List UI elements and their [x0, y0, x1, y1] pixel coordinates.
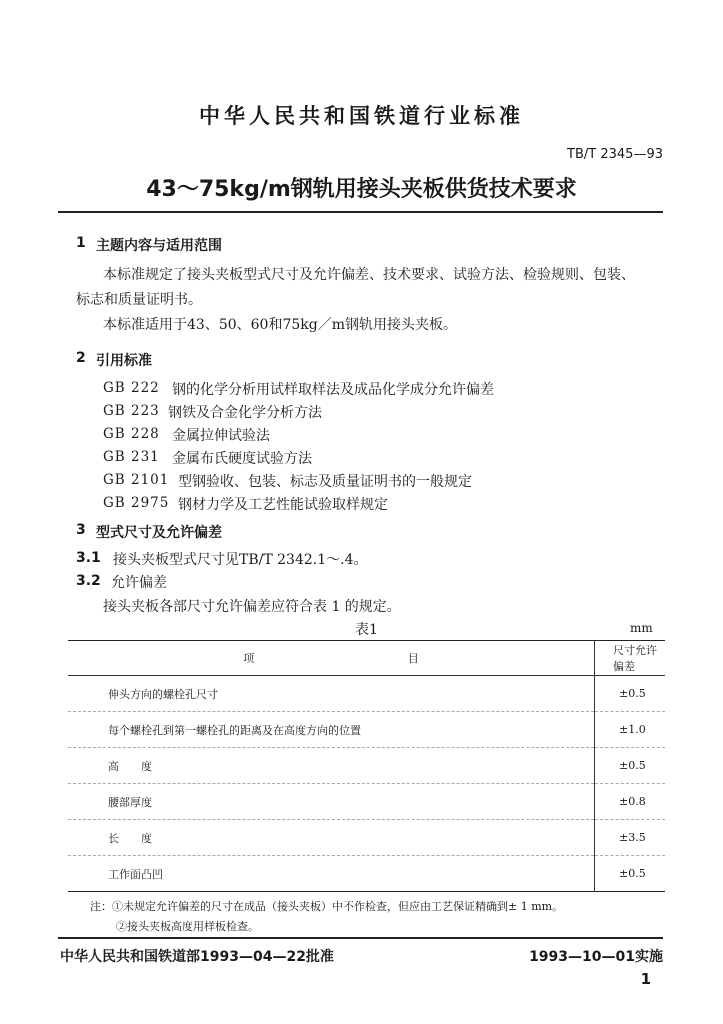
- ref-title: 金属拉伸试验法: [172, 428, 270, 444]
- table-note-1: 注：①未规定允许偏差的尺寸在成品（接头夹板）中不作检查，但应由工艺保证精确到± 1 mm。: [90, 900, 564, 913]
- section-2-number: 2: [76, 350, 86, 366]
- ref-code: GB 2101: [103, 472, 170, 488]
- section-3-1-number: 3.1: [76, 550, 101, 566]
- footer-divider: [58, 937, 663, 939]
- section-3-2-heading: 允许偏差: [111, 575, 167, 591]
- table-row: [68, 820, 665, 856]
- section-3-number: 3: [76, 522, 86, 538]
- ref-code: GB 222: [103, 380, 160, 396]
- tolerance-cell: ±0.5: [595, 676, 666, 712]
- header-tolerance-cell: 尺寸允许偏差: [595, 641, 666, 676]
- section-3-2-number: 3.2: [76, 573, 101, 589]
- section-2-heading: 引用标准: [96, 353, 152, 369]
- table-row: [68, 784, 665, 820]
- section-1-para-1-line-2: 标志和质量证明书。: [76, 292, 202, 308]
- item-cell: 腰部厚度: [68, 784, 595, 820]
- item-cell: 工作面凸凹: [68, 856, 595, 892]
- page-number: 1: [640, 970, 651, 988]
- item-cell: 伸头方向的螺栓孔尺寸: [68, 676, 595, 712]
- table-row: [68, 748, 665, 784]
- item-cell: 每个螺栓孔到第一螺栓孔的距离及在高度方向的位置: [68, 712, 595, 748]
- item-cell: 长 度: [68, 820, 595, 856]
- section-1-heading: 主题内容与适用范围: [96, 238, 222, 254]
- table-header-row: [68, 641, 665, 676]
- section-3-1-text: 接头夹板型式尺寸见TB/T 2342.1～.4。: [113, 552, 368, 568]
- header-item-cell: [68, 641, 595, 676]
- ref-code: GB 223: [103, 403, 160, 419]
- tolerance-cell: ±0.5: [619, 867, 646, 880]
- ref-code: GB 231: [103, 449, 160, 465]
- table-row: [68, 712, 665, 748]
- item-cell: 高 度: [68, 748, 595, 784]
- approval-line: 中华人民共和国铁道部1993—04—22批准: [60, 949, 334, 965]
- standard-code: TB/T 2345—93: [567, 147, 663, 162]
- effective-date: 1993—10—01实施: [529, 949, 663, 965]
- section-1-para-1-line-1: 本标准规定了接头夹板型式尺寸及允许偏差、技术要求、试验方法、检验规则、包装、: [103, 267, 635, 283]
- table-note-2: ②接头夹板高度用样板检查。: [116, 920, 259, 933]
- header-item-left: 项: [243, 652, 255, 665]
- ref-title: 钢铁及合金化学分析方法: [168, 405, 322, 421]
- ref-code: GB 2975: [103, 495, 170, 511]
- ref-title: 金属布氏硬度试验方法: [172, 451, 312, 467]
- table-row: [68, 676, 665, 712]
- section-3-heading: 型式尺寸及允许偏差: [96, 525, 222, 541]
- ref-title: 钢材力学及工艺性能试验取样规定: [178, 497, 388, 513]
- section-1-number: 1: [76, 235, 86, 251]
- table-row: [68, 856, 665, 892]
- ref-title: 型钢验收、包装、标志及质量证明书的一般规定: [178, 474, 472, 490]
- tolerance-cell: ±1.0: [595, 712, 666, 748]
- section-3-2-text: 接头夹板各部尺寸允许偏差应符合表 1 的规定。: [103, 599, 401, 615]
- ref-title: 钢的化学分析用试样取样法及成品化学成分允许偏差: [172, 382, 494, 398]
- document-title: 43～75kg/m钢轨用接头夹板供货技术要求: [146, 177, 577, 202]
- standard-category-title: 中华人民共和国铁道行业标准: [199, 104, 524, 128]
- header-item-right: 目: [407, 652, 419, 665]
- tolerance-cell: ±0.5: [595, 748, 666, 784]
- tolerance-cell: ±3.5: [595, 820, 666, 856]
- tolerance-table: [68, 640, 665, 892]
- table-caption: 表1: [355, 622, 378, 638]
- title-divider: [58, 211, 663, 213]
- section-1-para-2: 本标准适用于43、50、60和75kg／m钢轨用接头夹板。: [103, 317, 457, 333]
- table-unit: mm: [630, 621, 653, 635]
- ref-code: GB 228: [103, 426, 160, 442]
- tolerance-cell: ±0.8: [595, 784, 666, 820]
